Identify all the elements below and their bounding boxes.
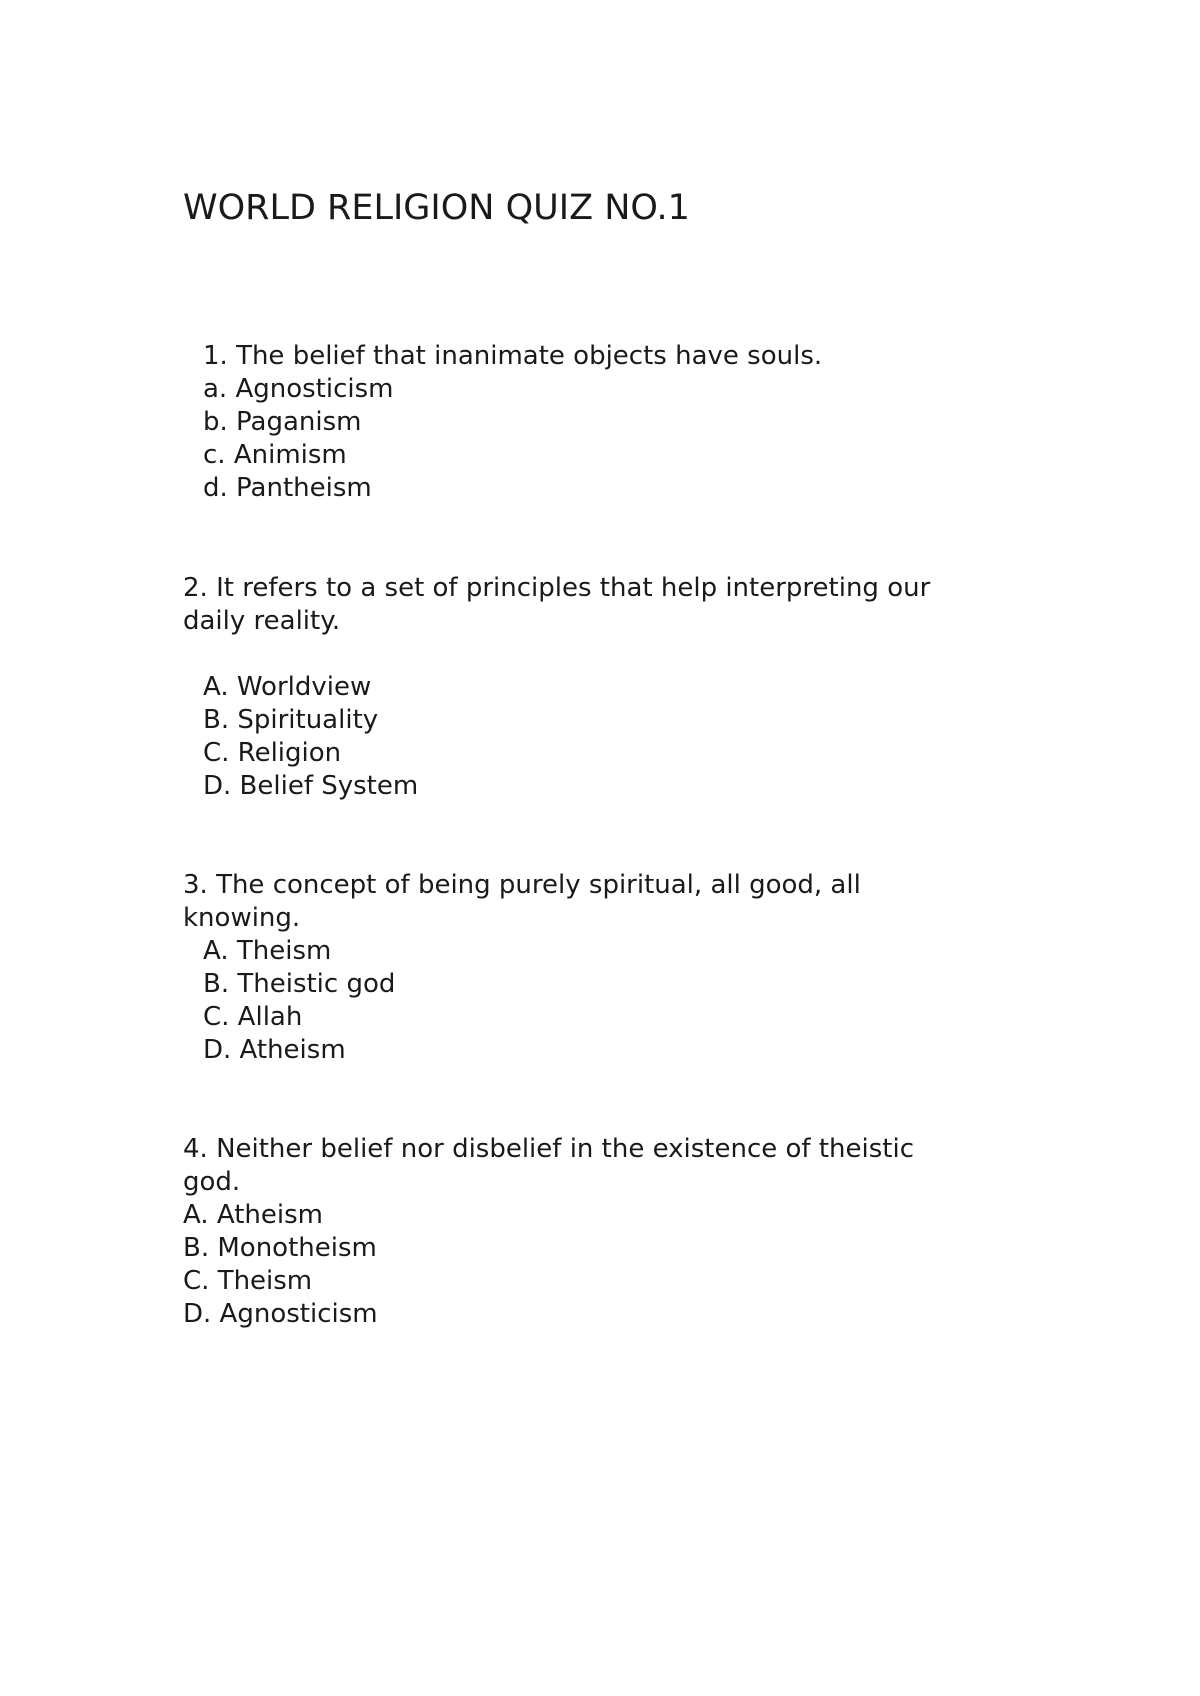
question-4-option-c: C. Theism	[183, 1266, 313, 1296]
question-3-option-c: C. Allah	[203, 1002, 303, 1032]
question-1-option-c: c. Animism	[203, 440, 347, 470]
question-3-option-a: A. Theism	[203, 936, 332, 966]
question-3-option-b: B. Theistic god	[203, 969, 396, 999]
question-4-stem-line-1: 4. Neither belief nor disbelief in the existence of theistic	[183, 1134, 914, 1164]
question-3-stem-line-2: knowing.	[183, 903, 301, 933]
question-3-stem-line-1: 3. The concept of being purely spiritual, all good, all	[183, 870, 861, 900]
question-4-option-d: D. Agnosticism	[183, 1299, 378, 1329]
question-4-stem-line-2: god.	[183, 1167, 241, 1197]
question-2-option-c: C. Religion	[203, 738, 342, 768]
question-2-option-d: D. Belief System	[203, 771, 419, 801]
question-2-option-b: B. Spirituality	[203, 705, 379, 735]
question-1-option-d: d. Pantheism	[203, 473, 372, 503]
question-1-stem: 1. The belief that inanimate objects have souls.	[203, 341, 823, 371]
question-3-option-d: D. Atheism	[203, 1035, 346, 1065]
page-title: WORLD RELIGION QUIZ NO.1	[183, 188, 690, 228]
question-2-stem-line-1: 2. It refers to a set of principles that help interpreting our	[183, 573, 931, 603]
question-4-option-a: A. Atheism	[183, 1200, 323, 1230]
question-1-option-a: a. Agnosticism	[203, 374, 394, 404]
question-2-option-a: A. Worldview	[203, 672, 372, 702]
question-2-stem-line-2: daily reality.	[183, 606, 341, 636]
question-4-option-b: B. Monotheism	[183, 1233, 377, 1263]
question-1-option-b: b. Paganism	[203, 407, 362, 437]
